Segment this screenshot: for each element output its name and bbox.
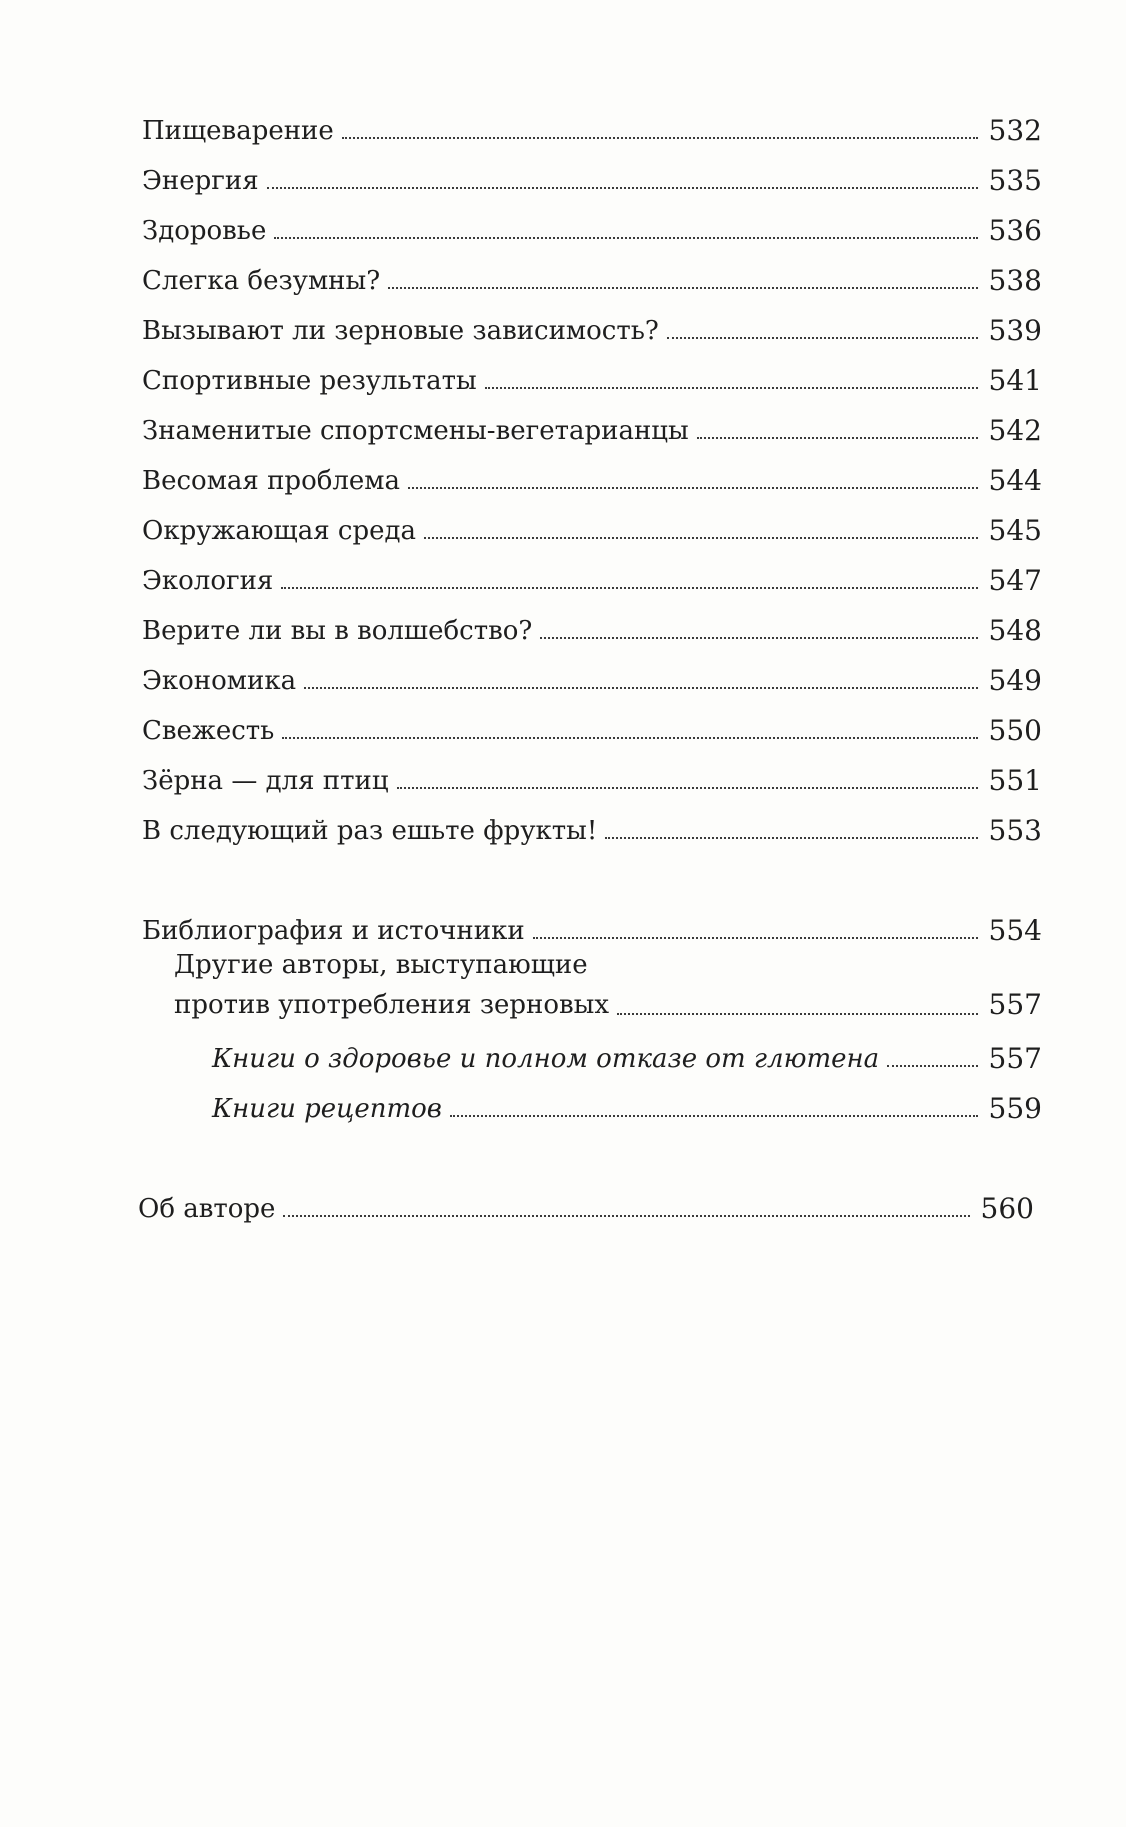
toc-entry-weighty-problem [142,446,1042,496]
table-of-contents [138,96,1042,1225]
toc-entry-title: Верите ли вы в волшебство? [142,616,540,646]
toc-entry-title-row2 [174,984,1042,1024]
toc-entry-title: Здоровье [142,216,274,246]
toc-entry-title: В следующий раз ешьте фрукты! [142,816,605,846]
toc-entry-title: Экология [142,566,281,596]
toc-entry-title: Книги рецептов [212,1094,450,1124]
toc-entry-about-author [138,1174,1034,1224]
toc-entry-title: Окружающая среда [142,516,424,546]
toc-page-number: 557 [988,988,1042,1021]
toc-entry-title: Слегка безумны? [142,266,388,296]
toc-entry-recipe-books [212,1074,1042,1124]
toc-page-number: 541 [988,364,1042,397]
toc-entry-title: Книги о здоровье и полном отказе от глютена [212,1044,887,1074]
toc-entry-title: Зёрна — для птиц [142,766,397,796]
toc-page-number: 532 [988,114,1042,147]
toc-entry-eat-fruit [142,796,1042,846]
dot-leader [388,287,978,289]
toc-entry-ecology [142,546,1042,596]
toc-page-number: 538 [988,264,1042,297]
toc-entry-title: Вызывают ли зерновые зависимость? [142,316,667,346]
toc-page-number: 536 [988,214,1042,247]
dot-leader [304,687,978,689]
toc-entry-grain-addiction [142,296,1042,346]
dot-leader [667,337,978,339]
dot-leader [605,837,978,839]
toc-entry-title: Экономика [142,666,304,696]
toc-entry-title: Знаменитые спортсмены-вегетарианцы [142,416,697,446]
dot-leader [282,737,978,739]
dot-leader [267,187,978,189]
toc-page-number: 553 [988,814,1042,847]
toc-entry-title: Весомая проблема [142,466,408,496]
toc-entry-sports-results [142,346,1042,396]
dot-leader [408,487,978,489]
dot-leader [540,637,978,639]
toc-page-number: 545 [988,514,1042,547]
toc-entry-gluten-books [212,1024,1042,1074]
toc-entry-magic [142,596,1042,646]
dot-leader [397,787,978,789]
toc-page-number: 559 [988,1092,1042,1125]
dot-leader [424,537,978,539]
dot-leader [887,1065,978,1067]
toc-entry-title: Библиография и источники [142,916,533,946]
toc-entry-title: Спортивные результаты [142,366,485,396]
section-spacer [142,1124,1042,1174]
dot-leader [342,137,978,139]
toc-page-number: 547 [988,564,1042,597]
toc-entry-bibliography [142,896,1042,946]
dot-leader [485,387,978,389]
dot-leader [274,237,978,239]
dot-leader [533,937,978,939]
toc-entry-title-line2: против употребления зерновых [174,990,610,1020]
toc-entry-health [142,196,1042,246]
toc-entry-economics [142,646,1042,696]
dot-leader [283,1215,970,1217]
toc-page-number: 539 [988,314,1042,347]
toc-entry-grains-for-birds [142,746,1042,796]
toc-entry-energy [142,146,1042,196]
toc-page-number: 560 [980,1192,1034,1225]
dot-leader [450,1115,978,1117]
toc-entry-digestion [142,96,1042,146]
toc-entry-other-authors [174,946,1042,1024]
dot-leader [281,587,978,589]
toc-entry-slightly-crazy [142,246,1042,296]
toc-entry-title: Об авторе [138,1194,283,1224]
dot-leader [617,1013,978,1015]
toc-page-number: 535 [988,164,1042,197]
toc-page-number: 548 [988,614,1042,647]
toc-entry-title: Свежесть [142,716,282,746]
toc-entry-vegetarian-athletes [142,396,1042,446]
toc-entry-freshness [142,696,1042,746]
toc-page-number: 544 [988,464,1042,497]
toc-page-number: 551 [988,764,1042,797]
toc-page-number: 550 [988,714,1042,747]
toc-page-number: 557 [988,1042,1042,1075]
toc-entry-title: Энергия [142,166,267,196]
toc-entry-environment [142,496,1042,546]
toc-entry-title: Пищеварение [142,116,342,146]
dot-leader [697,437,978,439]
toc-page-number: 549 [988,664,1042,697]
section-spacer [142,846,1042,896]
toc-page-number: 554 [988,914,1042,947]
toc-page-number: 542 [988,414,1042,447]
toc-entry-title-line1: Другие авторы, выступающие [174,950,588,980]
